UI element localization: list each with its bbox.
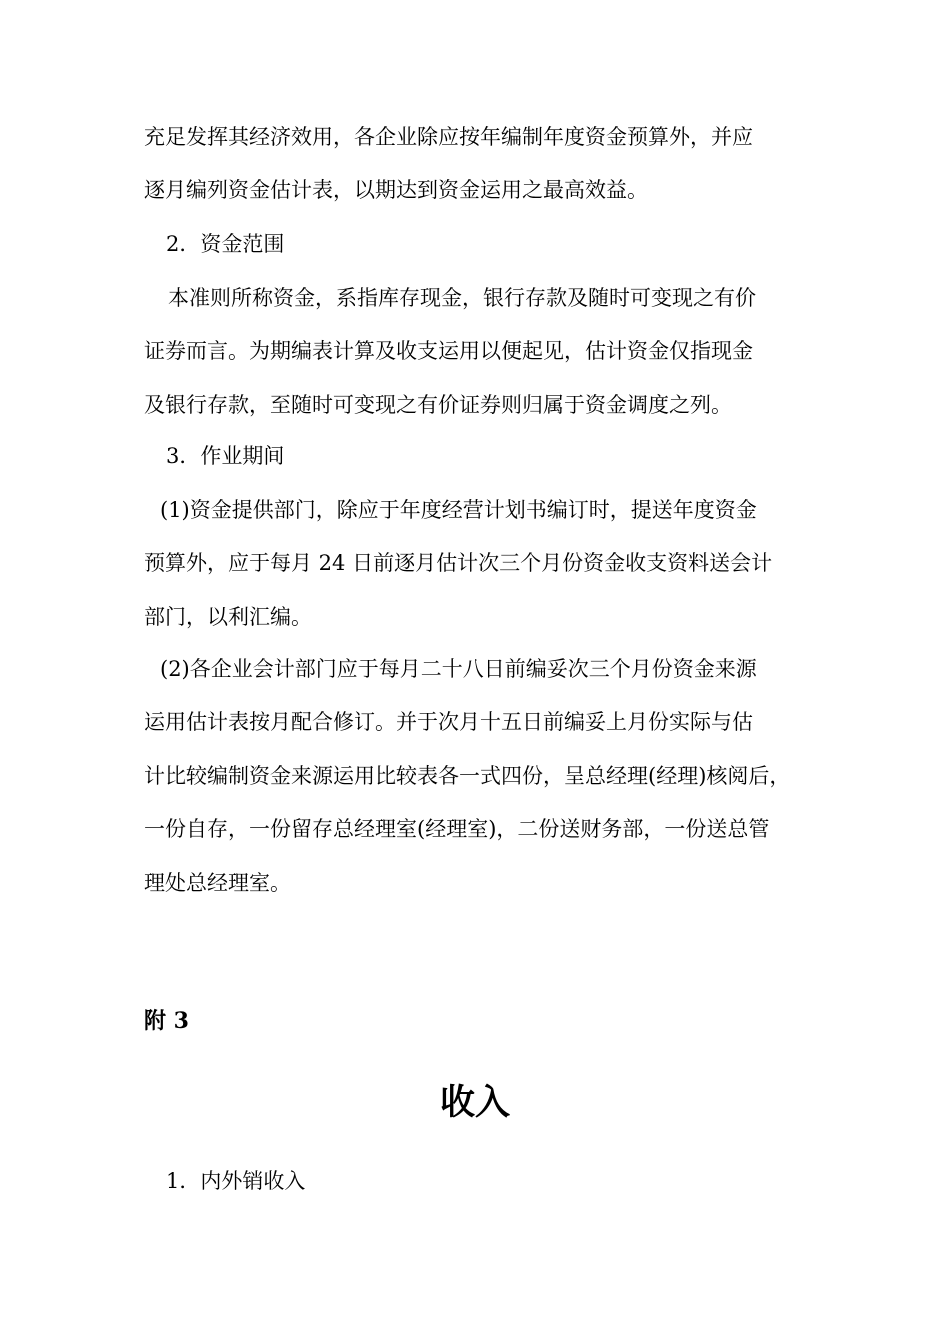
- paragraph-line: 充足发挥其经济效用，各企业除应按年编制年度资金预算外，并应: [144, 125, 753, 149]
- paragraph-line: 计比较编制资金来源运用比较表各一式四份，呈总经理(经理)核阅后，: [144, 764, 791, 788]
- section-heading-2: 2．资金范围: [166, 232, 285, 256]
- paragraph-line: 证券而言。为期编表计算及收支运用以便起见，估计资金仅指现金: [144, 339, 753, 363]
- paragraph-line: 本准则所称资金，系指库存现金，银行存款及随时可变现之有价: [168, 286, 756, 310]
- paragraph-line: (1)资金提供部门，除应于年度经营计划书编订时，提送年度资金: [160, 498, 757, 522]
- paragraph-line: 一份自存，一份留存总经理室(经理室)，二份送财务部，一份送总管: [144, 817, 770, 841]
- paragraph-line: 部门，以利汇编。: [144, 605, 312, 629]
- paragraph-line: (2)各企业会计部门应于每月二十八日前编妥次三个月份资金来源: [160, 657, 757, 681]
- paragraph-line: 运用估计表按月配合修订。并于次月十五日前编妥上月份实际与估: [144, 710, 753, 734]
- section-heading-3: 3．作业期间: [166, 444, 285, 468]
- paragraph-line: 预算外，应于每月 24 日前逐月估计次三个月份资金收支资料送会计: [144, 551, 773, 575]
- paragraph-line: 逐月编列资金估计表，以期达到资金运用之最高效益。: [144, 178, 648, 202]
- paragraph-line: 及银行存款，至随时可变现之有价证券则归属于资金调度之列。: [144, 393, 732, 417]
- paragraph-line: 理处总经理室。: [144, 871, 291, 895]
- section-title: 收入: [439, 1082, 510, 1123]
- list-item: 1．内外销收入: [166, 1169, 306, 1193]
- appendix-label: 附 3: [144, 1008, 189, 1034]
